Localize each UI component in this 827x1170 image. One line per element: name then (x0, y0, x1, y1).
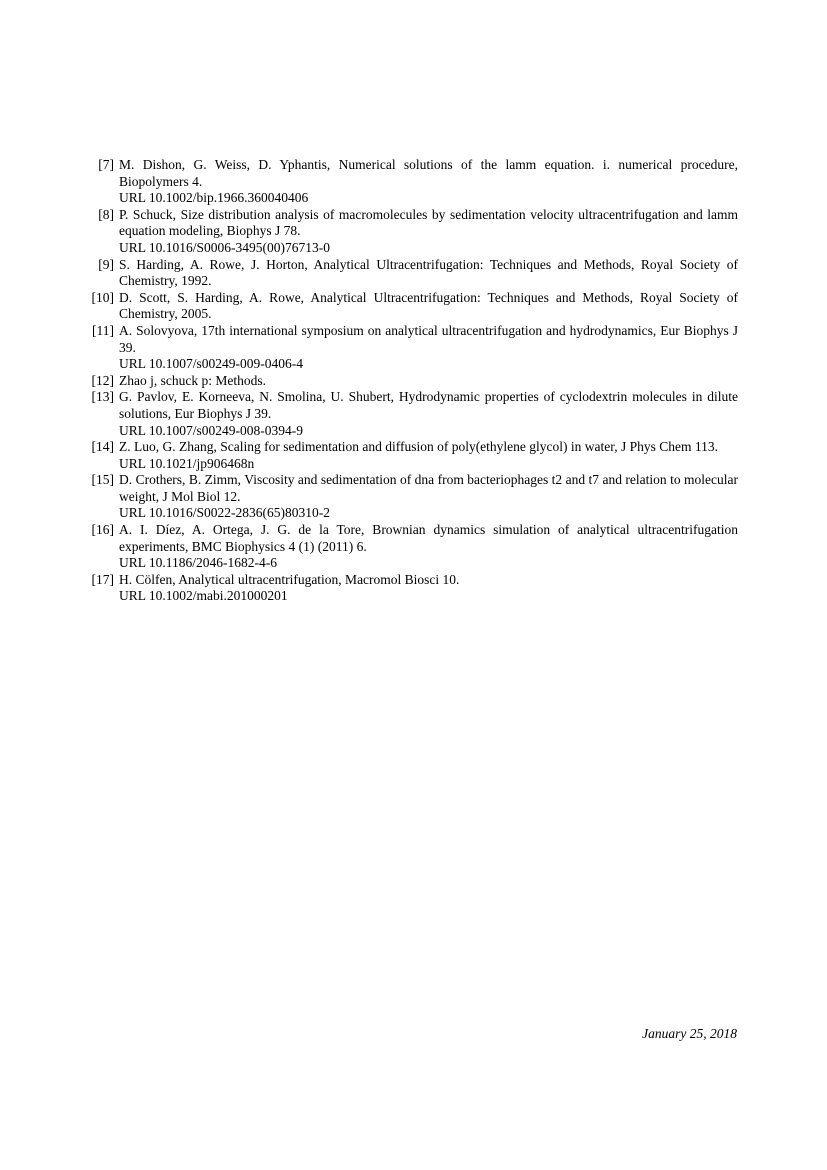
reference-text: M. Dishon, G. Weiss, D. Yphantis, Numerical solutions of the lamm equation. i. numerical procedure, Biopolymers 4. (119, 157, 738, 189)
reference-text: D. Scott, S. Harding, A. Rowe, Analytical Ultracentrifugation: Techniques and Methods, Royal Society of Chemistry, 2005. (119, 289, 738, 322)
reference-text: S. Harding, A. Rowe, J. Horton, Analytical Ultracentrifugation: Techniques and Methods, Royal Society of Chemistry, 1992. (119, 256, 738, 289)
reference-label: [17] (91, 571, 114, 587)
reference-url-link[interactable]: URL 10.1002/mabi.201000201 (119, 588, 288, 604)
reference-url-link[interactable]: URL 10.1007/s00249-008-0394-9 (119, 422, 303, 438)
reference-text: A. I. Díez, A. Ortega, J. G. de la Tore, Brownian dynamics simulation of analytical ultracentrifugation experiments, BMC Biophysics 4 (1) (2011) 6. (119, 522, 738, 554)
reference-url-link[interactable]: URL 10.1016/S0022-2836(65)80310-2 (119, 505, 330, 521)
reference-item (90, 472, 738, 522)
reference-item (90, 257, 738, 290)
reference-item (90, 373, 738, 390)
reference-item (90, 290, 738, 323)
reference-body (119, 572, 738, 605)
reference-text: H. Cölfen, Analytical ultracentrifugation, Macromol Biosci 10. (119, 571, 460, 587)
reference-body (119, 157, 738, 207)
reference-label: [15] (91, 472, 114, 488)
reference-body (119, 439, 738, 472)
reference-item (90, 207, 738, 257)
reference-item (90, 389, 738, 439)
reference-label: [14] (91, 439, 114, 455)
reference-list (90, 157, 738, 605)
reference-label: [16] (91, 522, 114, 538)
reference-label: [13] (91, 389, 114, 405)
reference-label: [8] (98, 206, 114, 222)
reference-body (119, 257, 738, 290)
reference-url-link[interactable]: URL 10.1002/bip.1966.360040406 (119, 190, 309, 206)
reference-text: D. Crothers, B. Zimm, Viscosity and sedimentation of dna from bacteriophages t2 and t7 and relation to molecular weight, J Mol Biol 12. (119, 472, 738, 504)
reference-text: Z. Luo, G. Zhang, Scaling for sedimentation and diffusion of poly(ethylene glycol) in water, J Phys Chem 113. (119, 439, 718, 455)
reference-item (90, 522, 738, 572)
reference-item (90, 572, 738, 605)
reference-url-link[interactable]: URL 10.1186/2046-1682-4-6 (119, 555, 277, 571)
reference-item (90, 157, 738, 207)
reference-body (119, 373, 738, 390)
reference-url-link[interactable]: URL 10.1016/S0006-3495(00)76713-0 (119, 239, 330, 255)
reference-label: [10] (91, 289, 114, 305)
footer-date: January 25, 2018 (642, 1026, 737, 1041)
reference-url-link[interactable]: URL 10.1007/s00249-009-0406-4 (119, 356, 303, 372)
reference-text: P. Schuck, Size distribution analysis of macromolecules by sedimentation velocity ultracentrifugation and lamm equation modeling, Biophys J 78. (119, 206, 738, 239)
reference-body (119, 389, 738, 439)
reference-label: [7] (98, 157, 114, 172)
reference-item (90, 439, 738, 472)
reference-body (119, 207, 738, 257)
reference-text: G. Pavlov, E. Korneeva, N. Smolina, U. Shubert, Hydrodynamic properties of cyclodextrin molecules in dilute solutions, Eur Biophys J 39. (119, 389, 738, 421)
reference-body (119, 323, 738, 373)
reference-url-link[interactable]: URL 10.1021/jp906468n (119, 455, 255, 471)
reference-label: [9] (98, 256, 114, 272)
reference-text: A. Solovyova, 17th international symposium on analytical ultracentrifugation and hydrodynamics, Eur Biophys J 39. (119, 322, 738, 355)
reference-label: [12] (91, 372, 114, 388)
reference-text: Zhao j, schuck p: Methods. (119, 372, 266, 388)
reference-body (119, 290, 738, 323)
reference-body (119, 522, 738, 572)
reference-item (90, 323, 738, 373)
reference-body (119, 472, 738, 522)
reference-label: [11] (92, 322, 114, 338)
